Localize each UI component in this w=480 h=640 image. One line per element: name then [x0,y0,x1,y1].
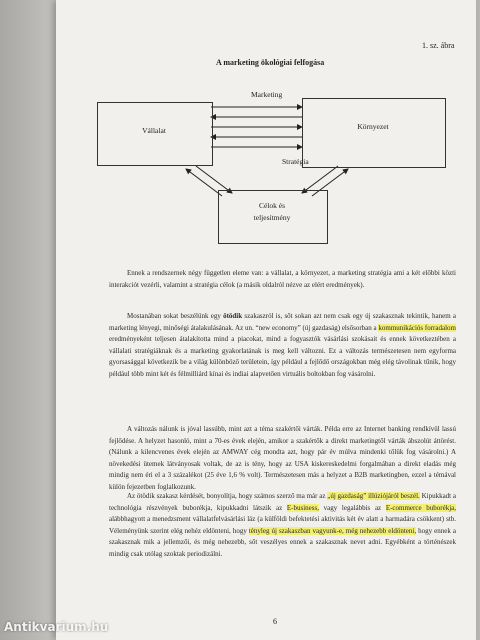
p4-highlight-1: „új gazdaság” illúziójáról beszél. [327,492,420,500]
strategy-arrow-label: Stratégia [282,157,309,166]
marketing-arrow-label: Marketing [251,90,283,99]
p4-highlight-4: tényleg új szakaszban vagyunk-e, még nehezebb eldönteni, [248,526,417,535]
paragraph-2 [109,311,456,381]
goals-label-line1: Célok és [258,201,286,210]
p2-text-b: szakaszról is, sőt sokan azt nem csak egy új szakasznak tekintik, hanem a marketing lényegi, minőségi átalakulásának. Az un. “new economy” (új gazdaság) elsősorban a [109,312,456,332]
arrow-goals-to-company [186,169,222,196]
page-number: 6 [273,617,277,626]
environment-label: Környezet [357,122,389,131]
figure-title: A marketing ökológiai felfogása [216,58,325,67]
p2-text-c: eredményeként teljesen átalakította mind a piacokat, mind a fogyasztók vásárlási szokásait és ennek következtében a vállalati stratégiáknak és a marketing gyakorlatának is meg kell változni. Ez a változás természetesen nem egyforma gyorsasággal következik be a világ különböző területein, így például a fejlődő országokban még elég távolinak tűnik, hogy például több mint két és félmilliárd kínai és indiai alapvetően virtuális boltokban fog vásárolni. [109,335,456,378]
p4-text-e: hogy ennek a szakasznak mik a jellemzői, és még nehezebb, sőt veszélyes ennek a szakasznak nevet adni. Egyébként a történészek mindig csak utólag szoktak periodizálni. [109,526,457,558]
arrow-company-to-goals [196,166,232,193]
p4-text-b: Kipukkadt a technológia részvények buborékja, kipukkadni látszik az [109,492,456,512]
p2-text-a: Mostanában sokat beszélünk egy [127,312,224,320]
environment-box [302,98,446,168]
figure-label: 1. sz. ábra [422,41,455,50]
paragraph-1 [109,268,456,291]
p4-text-c: vagy legalábbis az [318,503,386,512]
p4-highlight-2: E-business, [286,503,319,512]
arrow-environment-to-goals [302,166,338,193]
paragraph-1-text: Ennek a rendszernek négy független eleme van: a vállalat, a környezet, a marketing stratégia ami a két előbbi közti interakciót vezérli, valamint a stratégia célok (a másik oldalról nézve az elért eredmények). [109,269,456,289]
paragraph-4 [109,491,456,561]
p2-highlight: kommunikációs forradalom [378,323,456,332]
goals-label-line2: teljesítmény [253,213,291,222]
paragraph-3 [109,424,456,494]
watermark-text: Antikvarium.hu [4,620,109,634]
p2-bold-word: ötödik [223,312,243,320]
paragraph-3-text: A változás nálunk is jóval lassúbb, mint azt a téma szakértői várták. Példa erre az Internet banking rendkívül lassú fejlődése. A helyzet hasonló, mint a 70-es évek elején, amikor a szakértők a direkt marketingtől várták ábszolút áttörést. (Nálunk a kilencvenes évek elején az AMWAY cég mondta azt, hogy pár év múlva mindenki tőlük fog vásárolni.) A növekedési ütemek látványosak voltak, de az is tény, hogy az USA kiskereskedelmi forgalmában a direkt eladás még mindig nem éri el a 3 százalékot (25 éve 1,6 % volt). Természetesen más a helyzet a B2B marketingben, ezzel a témával külön fejezetben foglalkozunk. [109,425,456,491]
p4-text-d: alábbhagyott a menedzsment vállalatfelvásárlási láz (a külföldi befektetési aktivitás két év alatt a harmadára csökkent) stb. Véleményünk szerint elég nehéz eldönteni, hogy [109,515,456,535]
p4-text-a: Az ötödik szakasz kérdését, bonyolítja, hogy számos szerző ma már az [127,492,328,500]
company-label: Vállalat [142,126,166,135]
p4-highlight-3: E-commerce buborékja, [385,503,456,512]
